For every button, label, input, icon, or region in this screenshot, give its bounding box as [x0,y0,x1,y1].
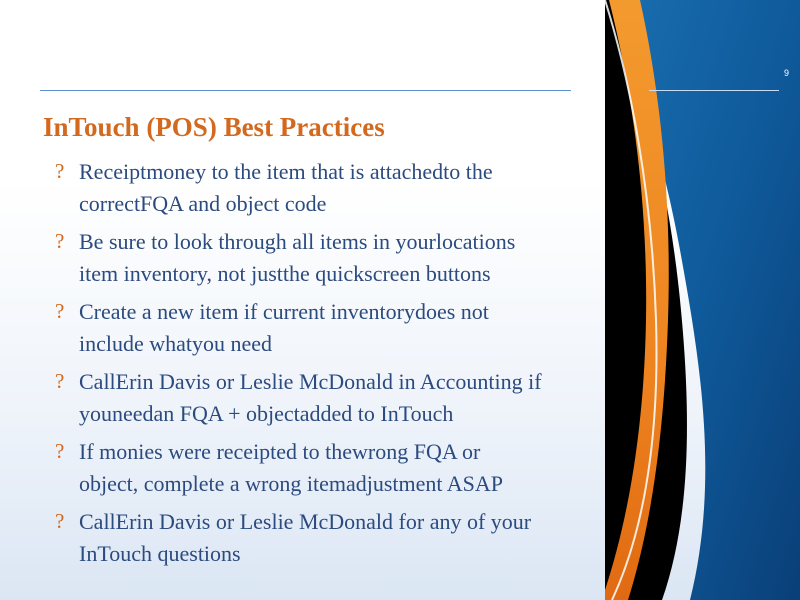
bullet-item [55,366,615,429]
bullet-marker: ? [55,159,65,183]
page-number: 9 [784,68,790,78]
bullet-item [55,156,615,219]
bullet-list [55,156,615,576]
bullet-text: CallErin Davis or Leslie McDonald in Accounting if youneedan FQA + objectadded to InTouch [79,369,542,426]
bullet-item [55,506,615,569]
bullet-text: If monies were receipted to thewrong FQA or object, complete a wrong itemadjustment ASAP [79,439,504,496]
bullet-text: CallErin Davis or Leslie McDonald for any of your InTouch questions [79,509,532,566]
bullet-marker: ? [55,439,65,463]
bullet-item [55,436,615,499]
side-rule [649,90,779,91]
bullet-item [55,226,615,289]
bullet-item [55,296,615,359]
bullet-marker: ? [55,369,65,393]
bullet-marker: ? [55,229,65,253]
bullet-marker: ? [55,509,65,533]
bullet-text: Be sure to look through all items in yourlocations item inventory, not justthe quickscreen buttons [79,229,516,286]
bullet-text: Create a new item if current inventorydoes not include whatyou need [79,299,489,356]
title-rule [40,90,571,91]
slide-title: InTouch (POS) Best Practices [43,112,385,142]
bullet-text: Receiptmoney to the item that is attachedto the correctFQA and object code [79,159,493,216]
bullet-marker: ? [55,299,65,323]
